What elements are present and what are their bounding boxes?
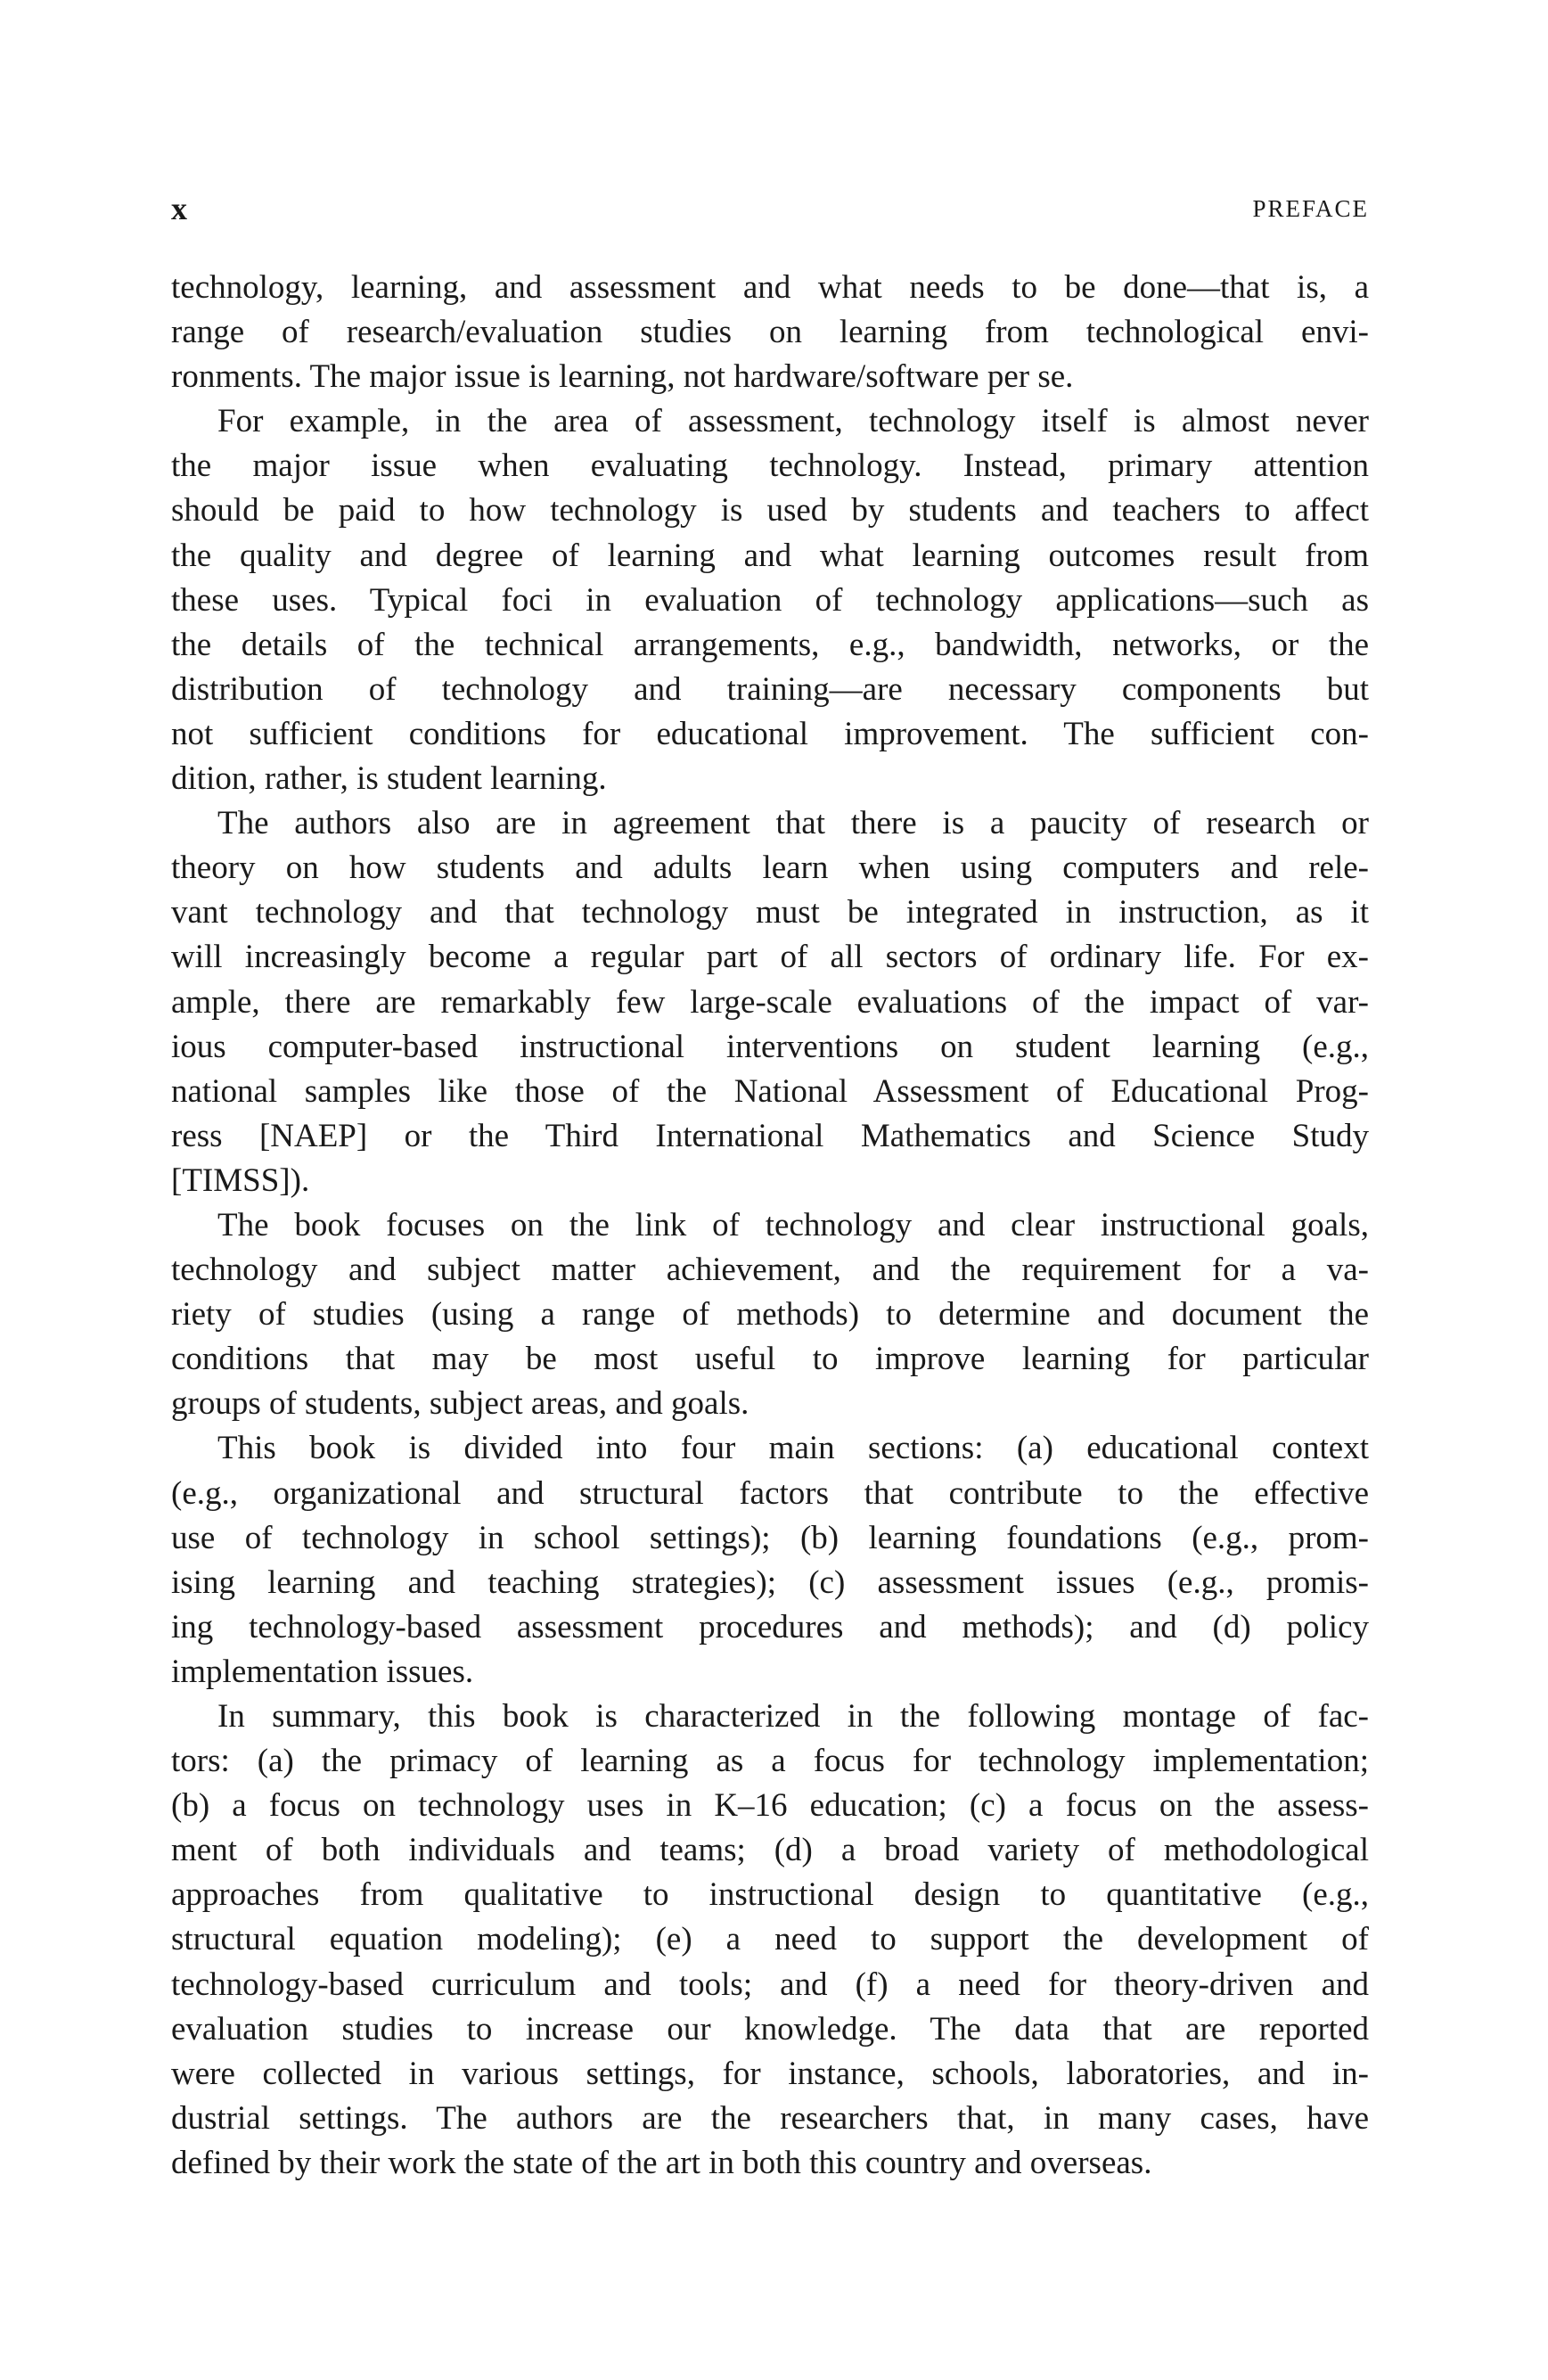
- text-line: ment of both individuals and teams; (d) a broad variety of methodological: [171, 1832, 1369, 1869]
- paragraph-summary: [171, 1695, 1369, 2186]
- text-line: ising learning and teaching strategies); (c) assessment issues (e.g., promis-: [171, 1563, 1369, 1601]
- running-head: [171, 191, 1369, 226]
- text-line: (e.g., organizational and structural factors that contribute to the effective: [171, 1474, 1369, 1512]
- text-line: use of technology in school settings); (b) learning foundations (e.g., prom-: [171, 1519, 1369, 1556]
- text-line: In summary, this book is characterized in the following montage of fac-: [217, 1698, 1369, 1735]
- text-line: the major issue when evaluating technology. Instead, primary attention: [171, 447, 1369, 485]
- text-line: technology, learning, and assessment and what needs to be done—that is, a: [171, 269, 1369, 306]
- text-line: (b) a focus on technology uses in K–16 education; (c) a focus on the assess-: [171, 1787, 1369, 1825]
- paragraph-continuation: [171, 266, 1369, 399]
- text-line: range of research/evaluation studies on learning from technological envi-: [171, 314, 1369, 351]
- text-line: structural equation modeling); (e) a need to support the development of: [171, 1921, 1369, 1958]
- text-line: approaches from qualitative to instructional design to quantitative (e.g.,: [171, 1876, 1369, 1914]
- text-line: these uses. Typical foci in evaluation of technology applications—such as: [171, 581, 1369, 619]
- text-line: The authors also are in agreement that there is a paucity of research or: [217, 805, 1369, 842]
- text-line: evaluation studies to increase our knowledge. The data that are reported: [171, 2010, 1369, 2048]
- text-line: ronments. The major issue is learning, not hardware/software per se.: [171, 358, 1074, 396]
- text-line: ample, there are remarkably few large-scale evaluations of the impact of var-: [171, 983, 1369, 1021]
- text-line: were collected in various settings, for instance, schools, laboratories, and in-: [171, 2055, 1369, 2092]
- body-text: [171, 266, 1369, 2186]
- text-line: riety of studies (using a range of methods) to determine and document the: [171, 1296, 1369, 1334]
- text-line: not sufficient conditions for educational improvement. The sufficient con-: [171, 715, 1369, 752]
- text-line: [TIMSS]).: [171, 1161, 310, 1199]
- text-line: will increasingly become a regular part of all sectors of ordinary life. For ex-: [171, 939, 1369, 976]
- text-line: ress [NAEP] or the Third International Mathematics and Science Study: [171, 1117, 1369, 1154]
- text-line: defined by their work the state of the art in both this country and overseas.: [171, 2144, 1152, 2181]
- text-line: vant technology and that technology must be integrated in instruction, as it: [171, 894, 1369, 931]
- paragraph-authors-agreement: [171, 801, 1369, 1203]
- section-title: PREFACE: [1252, 195, 1369, 222]
- paragraph-assessment-example: [171, 399, 1369, 801]
- text-line: national samples like those of the National Assessment of Educational Prog-: [171, 1072, 1369, 1110]
- paragraph-book-sections: [171, 1426, 1369, 1695]
- text-line: technology-based curriculum and tools; and (f) a need for theory-driven and: [171, 1966, 1369, 2003]
- text-line: should be paid to how technology is used by students and teachers to affect: [171, 492, 1369, 529]
- page-number: x: [171, 191, 187, 226]
- text-line: the details of the technical arrangements, e.g., bandwidth, networks, or the: [171, 626, 1369, 663]
- text-line: tors: (a) the primacy of learning as a focus for technology implementation;: [171, 1743, 1369, 1780]
- text-line: The book focuses on the link of technology and clear instructional goals,: [217, 1206, 1369, 1243]
- text-line: dition, rather, is student learning.: [171, 760, 607, 798]
- text-line: the quality and degree of learning and what learning outcomes result from: [171, 537, 1369, 574]
- book-page: [171, 0, 1369, 2380]
- text-line: conditions that may be most useful to improve learning for particular: [171, 1341, 1369, 1378]
- text-line: technology and subject matter achievement, and the requirement for a va-: [171, 1252, 1369, 1289]
- text-line: distribution of technology and training—are necessary components but: [171, 670, 1369, 708]
- text-line: For example, in the area of assessment, technology itself is almost never: [217, 403, 1369, 440]
- text-line: ing technology-based assessment procedures and methods); and (d) policy: [171, 1608, 1369, 1645]
- text-line: groups of students, subject areas, and goals.: [171, 1385, 749, 1423]
- text-line: dustrial settings. The authors are the researchers that, in many cases, have: [171, 2099, 1369, 2137]
- text-line: theory on how students and adults learn when using computers and rele-: [171, 849, 1369, 887]
- text-line: This book is divided into four main sections: (a) educational context: [217, 1430, 1369, 1467]
- text-line: ious computer-based instructional interventions on student learning (e.g.,: [171, 1028, 1369, 1065]
- text-line: implementation issues.: [171, 1653, 474, 1690]
- paragraph-book-focus: [171, 1203, 1369, 1426]
